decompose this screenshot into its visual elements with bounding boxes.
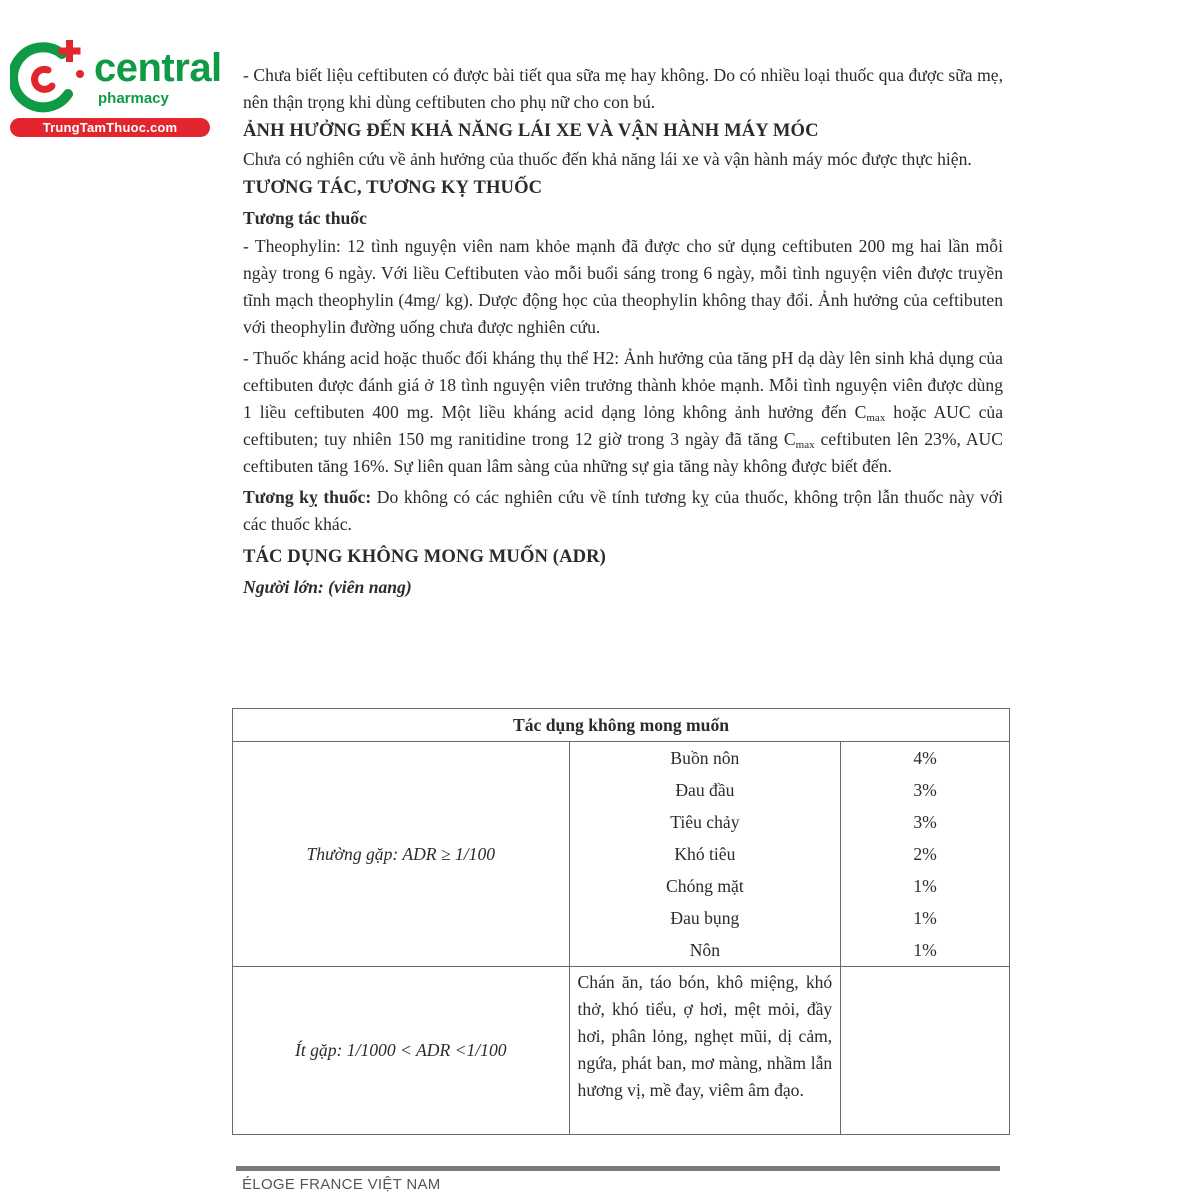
table-row-uncommon (233, 967, 1010, 1135)
list-item: 4% (913, 748, 937, 768)
breastfeeding-paragraph: - Chưa biết liệu ceftibuten có được bài tiết qua sữa mẹ hay không. Do có nhiều loại thuốc qua được sữa mẹ, nên thận trọng khi dùng ceftibuten cho phụ nữ cho con bú. (243, 65, 1003, 112)
theophylline-paragraph: - Theophylin: 12 tình nguyện viên nam khỏe mạnh đã được cho sử dụng ceftibuten 200 mg hai lần mỗi ngày trong 6 ngày. Với liều Ceftibuten vào mỗi buổi sáng trong 6 ngày, mỗi tình nguyện viên được truyền tĩnh mạch theophylin (4mg/ kg). Dược động học của theophylin không thay đổi. Ảnh hưởng của ceftibuten với theophylin đường uống chưa được nghiên cứu. (243, 236, 1003, 337)
list-item: 1% (913, 908, 937, 928)
pharmacy-logo-icon (10, 36, 88, 116)
brand-name: central (94, 46, 222, 90)
list-item: Khó tiêu (674, 844, 736, 864)
list-item: 3% (913, 812, 937, 832)
list-item: 3% (913, 780, 937, 800)
list-item: Chóng mặt (666, 876, 744, 896)
uncommon-percent-cell (841, 967, 1010, 1135)
interaction-heading: TƯƠNG TÁC, TƯƠNG KỴ THUỐC (243, 177, 543, 198)
list-item: 1% (913, 940, 937, 960)
brand-subtitle: pharmacy (98, 90, 169, 107)
brand-website-band: TrungTamThuoc.com (10, 118, 210, 137)
driving-paragraph: Chưa có nghiên cứu về ảnh hưởng của thuốc đến khả năng lái xe và vận hành máy móc được thực hiện. (243, 149, 972, 169)
footer-company: ÉLOGE FRANCE VIỆT NAM (242, 1176, 441, 1193)
uncommon-effects-cell: Chán ăn, táo bón, khô miệng, khó thở, khó tiểu, ợ hơi, mệt mỏi, đầy hơi, phân lỏng, nghẹt mũi, dị cảm, ngứa, phát ban, mơ màng, nhầm lẫn hương vị, mề đay, viêm âm đạo. (569, 967, 841, 1135)
common-effects-cell (569, 742, 841, 967)
list-item: 1% (913, 876, 937, 896)
driving-heading: ẢNH HƯỞNG ĐẾN KHẢ NĂNG LÁI XE VÀ VẬN HÀNH MÁY MÓC (243, 120, 819, 141)
list-item: Nôn (689, 940, 721, 960)
table-header: Tác dụng không mong muốn (233, 709, 1010, 742)
table-header-row (233, 709, 1010, 742)
adr-table (232, 708, 1010, 1135)
list-item: Đau bụng (670, 908, 740, 928)
document-body (243, 62, 1003, 602)
list-item: Buồn nôn (670, 748, 740, 768)
adr-heading: TÁC DỤNG KHÔNG MONG MUỐN (ADR) (243, 546, 606, 567)
list-item: Tiêu chảy (670, 812, 740, 832)
list-item: Đau đầu (675, 780, 735, 800)
footer-divider (236, 1166, 1000, 1171)
uncommon-frequency-label: Ít gặp: 1/1000 < ADR <1/100 (233, 967, 570, 1135)
antacid-paragraph: - Thuốc kháng acid hoặc thuốc đối kháng thụ thể H2: Ảnh hưởng của tăng pH dạ dày lên sinh khả dụng của ceftibuten được đánh giá ở 18 tình nguyện viên trưởng thành khỏe mạnh. Mỗi tình nguyện viên được dùng 1 liều ceftibuten 400 mg. Một liều kháng acid dạng lỏng không ảnh hưởng đến $C_{max}$ hoặc AUC của ceftibuten; tuy nhiên 150 mg ranitidine trong 12 giờ trong 3 ngày đã tăng $C_{max}$ ceftibuten lên 23%, AUC ceftibuten tăng 16%. Sự liên quan lâm sàng của những sự gia tăng này không được biết đến. (243, 348, 1003, 476)
common-frequency-label: Thường gặp: ADR ≥ 1/100 (233, 742, 570, 967)
incompatibility-paragraph: Tương kỵ thuốc: Do không có các nghiên cứu về tính tương kỵ của thuốc, không trộn lẫn thuốc này với các thuốc khác. (243, 487, 1003, 534)
interaction-subheading: Tương tác thuốc (243, 208, 367, 228)
adr-subheading: Người lớn: (viên nang) (243, 577, 412, 597)
list-item: 2% (913, 844, 937, 864)
common-percent-cell (841, 742, 1010, 967)
brand-logo (10, 36, 222, 140)
table-row-common (233, 742, 1010, 967)
